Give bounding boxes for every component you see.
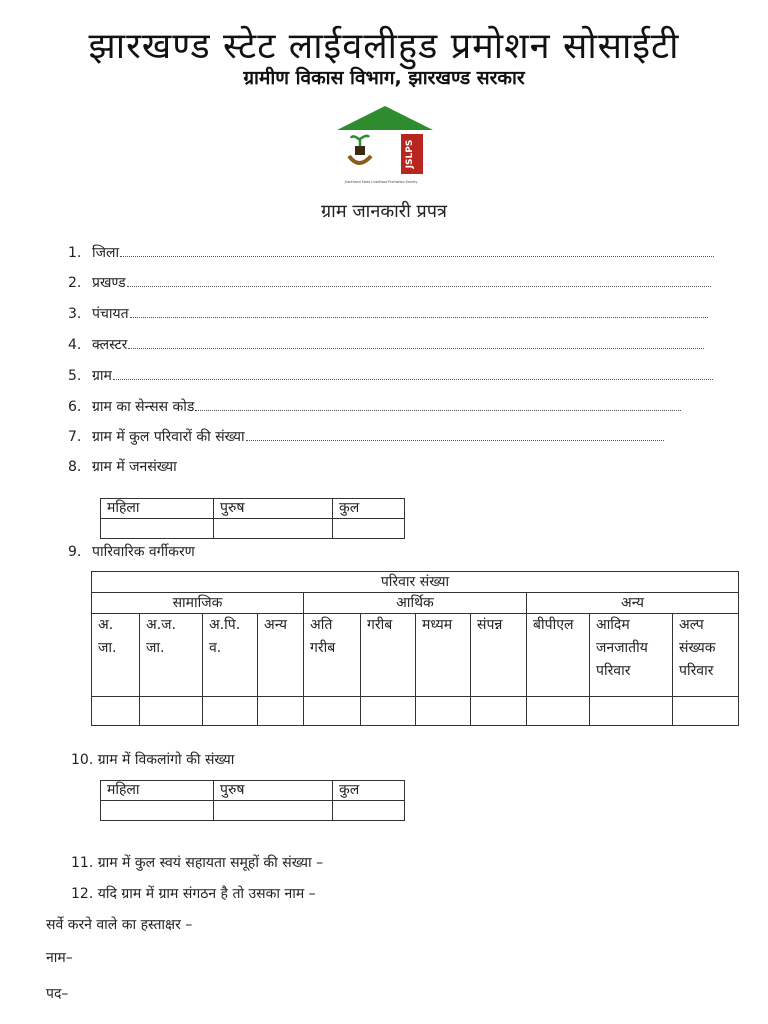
- field-district[interactable]: [68, 243, 714, 262]
- disabled-table: [100, 780, 405, 821]
- col-middle: मध्यम: [416, 614, 471, 697]
- col-other-caste: अन्य: [258, 614, 304, 697]
- field-label: ग्राम का सेन्सस कोड: [92, 399, 195, 415]
- table-row[interactable]: [101, 801, 405, 821]
- field-population: [68, 457, 177, 476]
- header-male: पुरुष: [214, 499, 333, 519]
- table-row[interactable]: [101, 519, 405, 539]
- field-census-code[interactable]: [68, 397, 681, 416]
- logo-body: [337, 130, 403, 174]
- field-family-classification: [68, 542, 195, 561]
- header-female: महिला: [101, 781, 214, 801]
- col-minority: अल्प संख्यक परिवार: [673, 614, 739, 697]
- col-prosperous: संपन्न: [471, 614, 527, 697]
- field-label: ग्राम में कुल परिवारों की संख्या: [92, 429, 245, 445]
- form-title: ग्राम जानकारी प्रपत्र: [321, 201, 447, 222]
- field-panchayat[interactable]: [68, 304, 708, 323]
- field-label: क्लस्टर: [92, 337, 128, 353]
- logo-caption: Jharkhand State Livelihood Promotion Society: [344, 180, 418, 184]
- table-row[interactable]: [92, 697, 739, 726]
- field-label: पारिवारिक वर्गीकरण: [92, 544, 195, 560]
- fill-line[interactable]: [246, 430, 664, 441]
- table-row: [92, 614, 739, 697]
- header-male: पुरुष: [214, 781, 333, 801]
- table-cell[interactable]: [471, 697, 527, 726]
- fill-line[interactable]: [130, 307, 708, 318]
- table-cell[interactable]: [203, 697, 258, 726]
- col-sc: अ. जा.: [92, 614, 140, 697]
- col-poor: गरीब: [361, 614, 416, 697]
- table-cell[interactable]: [140, 697, 203, 726]
- header-female: महिला: [101, 499, 214, 519]
- field-shg-count: 11. ग्राम में कुल स्वयं सहायता समूहों की संख्या –: [71, 855, 324, 871]
- surveyor-post: पद–: [46, 986, 69, 1002]
- table-row: [92, 593, 739, 614]
- field-village-org: 12. यदि ग्राम में ग्राम संगठन है तो उसका नाम –: [71, 886, 316, 902]
- table-cell[interactable]: [214, 801, 333, 821]
- table-cell[interactable]: [333, 519, 405, 539]
- field-number: 5.: [68, 368, 82, 384]
- group-economic: आर्थिक: [304, 593, 527, 614]
- logo-pot: [355, 146, 365, 155]
- field-total-families[interactable]: [68, 427, 664, 446]
- field-label: जिला: [92, 245, 120, 261]
- field-cluster[interactable]: [68, 335, 704, 354]
- logo-text: JSLPS: [405, 139, 415, 169]
- table-cell[interactable]: [416, 697, 471, 726]
- field-number: 2.: [68, 275, 82, 291]
- fill-line[interactable]: [128, 338, 704, 349]
- field-number: 3.: [68, 306, 82, 322]
- field-number: 4.: [68, 337, 82, 353]
- col-bpl: बीपीएल: [527, 614, 590, 697]
- table-cell[interactable]: [92, 697, 140, 726]
- table-cell[interactable]: [258, 697, 304, 726]
- table-cell[interactable]: [333, 801, 405, 821]
- field-number: 9.: [68, 544, 82, 560]
- table-cell[interactable]: [101, 519, 214, 539]
- field-disabled-count: 10. ग्राम में विकलांगो की संख्या: [71, 752, 235, 768]
- field-number: 1.: [68, 245, 82, 261]
- surveyor-signature: सर्वे करने वाले का हस्ताक्षर –: [46, 917, 193, 933]
- org-subtitle: ग्रामीण विकास विभाग, झारखण्ड सरकार: [243, 67, 525, 89]
- col-primitive-tribal: आदिम जनजातीय परिवार: [590, 614, 673, 697]
- fill-line[interactable]: [113, 369, 713, 380]
- field-village[interactable]: [68, 366, 713, 385]
- field-label: प्रखण्ड: [92, 275, 126, 291]
- field-label: ग्राम: [92, 368, 112, 384]
- header-total: कुल: [333, 499, 405, 519]
- col-st: अ.ज. जा.: [140, 614, 203, 697]
- table-cell[interactable]: [214, 519, 333, 539]
- header-total: कुल: [333, 781, 405, 801]
- table-cell[interactable]: [590, 697, 673, 726]
- field-block[interactable]: [68, 273, 711, 292]
- table-row: [101, 499, 405, 519]
- population-table: [100, 498, 405, 539]
- logo-roof: [337, 106, 433, 130]
- col-obc: अ.पि. व.: [203, 614, 258, 697]
- fill-line[interactable]: [120, 246, 714, 257]
- group-social: सामाजिक: [92, 593, 304, 614]
- table-cell[interactable]: [673, 697, 739, 726]
- group-other: अन्य: [527, 593, 739, 614]
- col-very-poor: अति गरीब: [304, 614, 361, 697]
- family-count-header: परिवार संख्या: [92, 572, 739, 593]
- fill-line[interactable]: [127, 276, 711, 287]
- surveyor-name: नाम–: [46, 950, 73, 966]
- field-number: 8.: [68, 459, 82, 475]
- table-cell[interactable]: [101, 801, 214, 821]
- family-classification-table: [91, 571, 739, 726]
- field-number: 7.: [68, 429, 82, 445]
- field-number: 6.: [68, 399, 82, 415]
- field-label: ग्राम में जनसंख्या: [92, 459, 177, 475]
- table-cell[interactable]: [527, 697, 590, 726]
- table-row: [101, 781, 405, 801]
- field-label: पंचायत: [92, 306, 129, 322]
- table-cell[interactable]: [304, 697, 361, 726]
- jslps-logo: [335, 104, 435, 186]
- table-row: [92, 572, 739, 593]
- table-cell[interactable]: [361, 697, 416, 726]
- org-title: झारखण्ड स्टेट लाईवलीहुड प्रमोशन सोसाईटी: [88, 26, 680, 67]
- fill-line[interactable]: [195, 400, 681, 411]
